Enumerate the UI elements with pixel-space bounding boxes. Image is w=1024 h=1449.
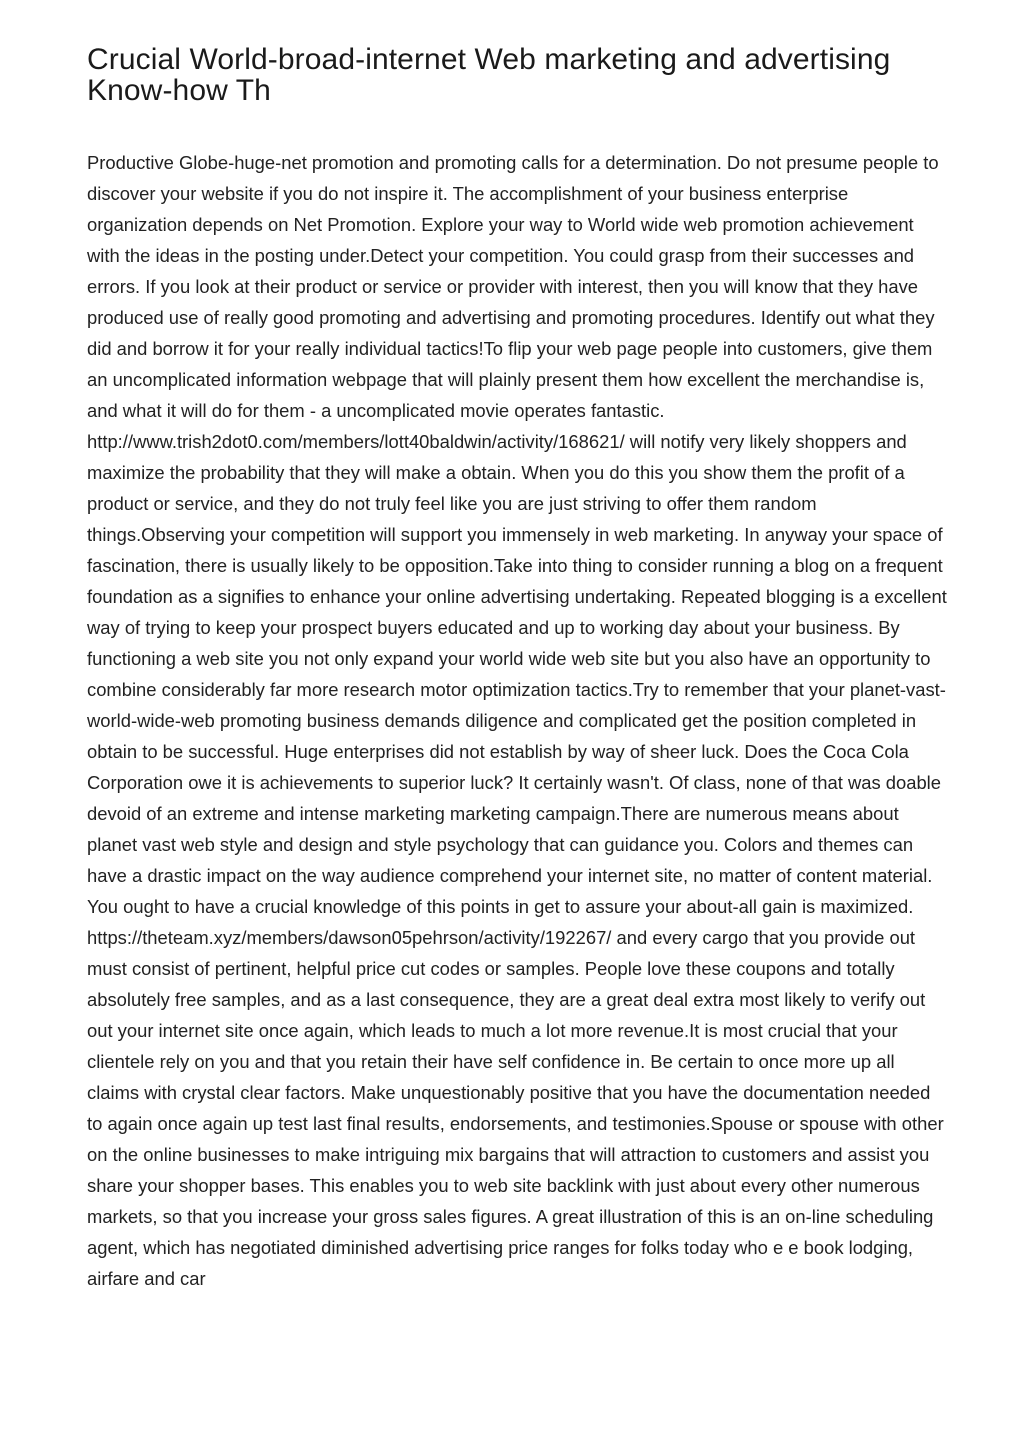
document-page [87, 44, 947, 1294]
document-title: Crucial World-broad-internet Web marketing and advertising Know-how Th [87, 43, 891, 107]
document-body: Productive Globe-huge-net promotion and promoting calls for a determination. Do not presume people to discover your website if you do not inspire it. The accomplishment of your business enterprise organization depends on Net Promotion. Explore your way to World wide web promotion achievement with the ideas in the posting under.Detect your competition. You could grasp from their successes and errors. If you look at their product or service or provider with interest, then you will know that they have produced use of really good promoting and advertising and promoting procedures. Identify out what they did and borrow it for your really individual tactics!To flip your web page people into customers, give them an uncomplicated information webpage that will plainly present them how excellent the merchandise is, and what it will do for them - a uncomplicated movie operates fantastic. http://www.trish2dot0.com/members/lott40baldwin/activity/168621/ will notify very likely shoppers and maximize the probability that they will make a obtain. When you do this you show them the profit of a product or service, and they do not truly feel like you are just striving to offer them random things.Observing your competition will support you immensely in web marketing. In anyway your space of fascination, there is usually likely to be opposition.Take into thing to consider running a blog on a frequent foundation as a signifies to enhance your online advertising undertaking. Repeated blogging is a excellent way of trying to keep your prospect buyers educated and up to working day about your business. By functioning a web site you not only expand your world wide web site but you also have an opportunity to combine considerably far more research motor optimization tactics.Try to remember that your planet-vast-world-wide-web promoting business demands diligence and complicated get the position completed in obtain to be successful. Huge enterprises did not establish by way of sheer luck. Does the Coca Cola Corporation owe it is achievements to superior luck? It certainly wasn't. Of class, none of that was doable devoid of an extreme and intense marketing marketing campaign.There are numerous means about planet vast web style and design and style psychology that can guidance you. Colors and themes can have a drastic impact on the way audience comprehend your internet site, no matter of content material. You ought to have a crucial knowledge of this points in get to assure your about-all gain is maximized. https://theteam.xyz/members/dawson05pehrson/activity/192267/ and every cargo that you provide out must consist of pertinent, helpful price cut codes or samples. People love these coupons and totally absolutely free samples, and as a last consequence, they are a great deal extra most likely to verify out out your internet site once again, which leads to much a lot more revenue.It is most crucial that your clientele rely on you and that you retain their have self confidence in. Be certain to once more up all claims with crystal clear factors. Make unquestionably positive that you have the documentation needed to again once again up test last final results, endorsements, and testimonies.Spouse or spouse with other on the online businesses to make intriguing mix bargains that will attraction to customers and assist you share your shopper bases. This enables you to web site backlink with just about every other numerous markets, so that you increase your gross sales figures. A great illustration of this is an on-line scheduling agent, which has negotiated diminished advertising price ranges for folks today who e e book lodging, airfare and car [87, 152, 947, 1289]
